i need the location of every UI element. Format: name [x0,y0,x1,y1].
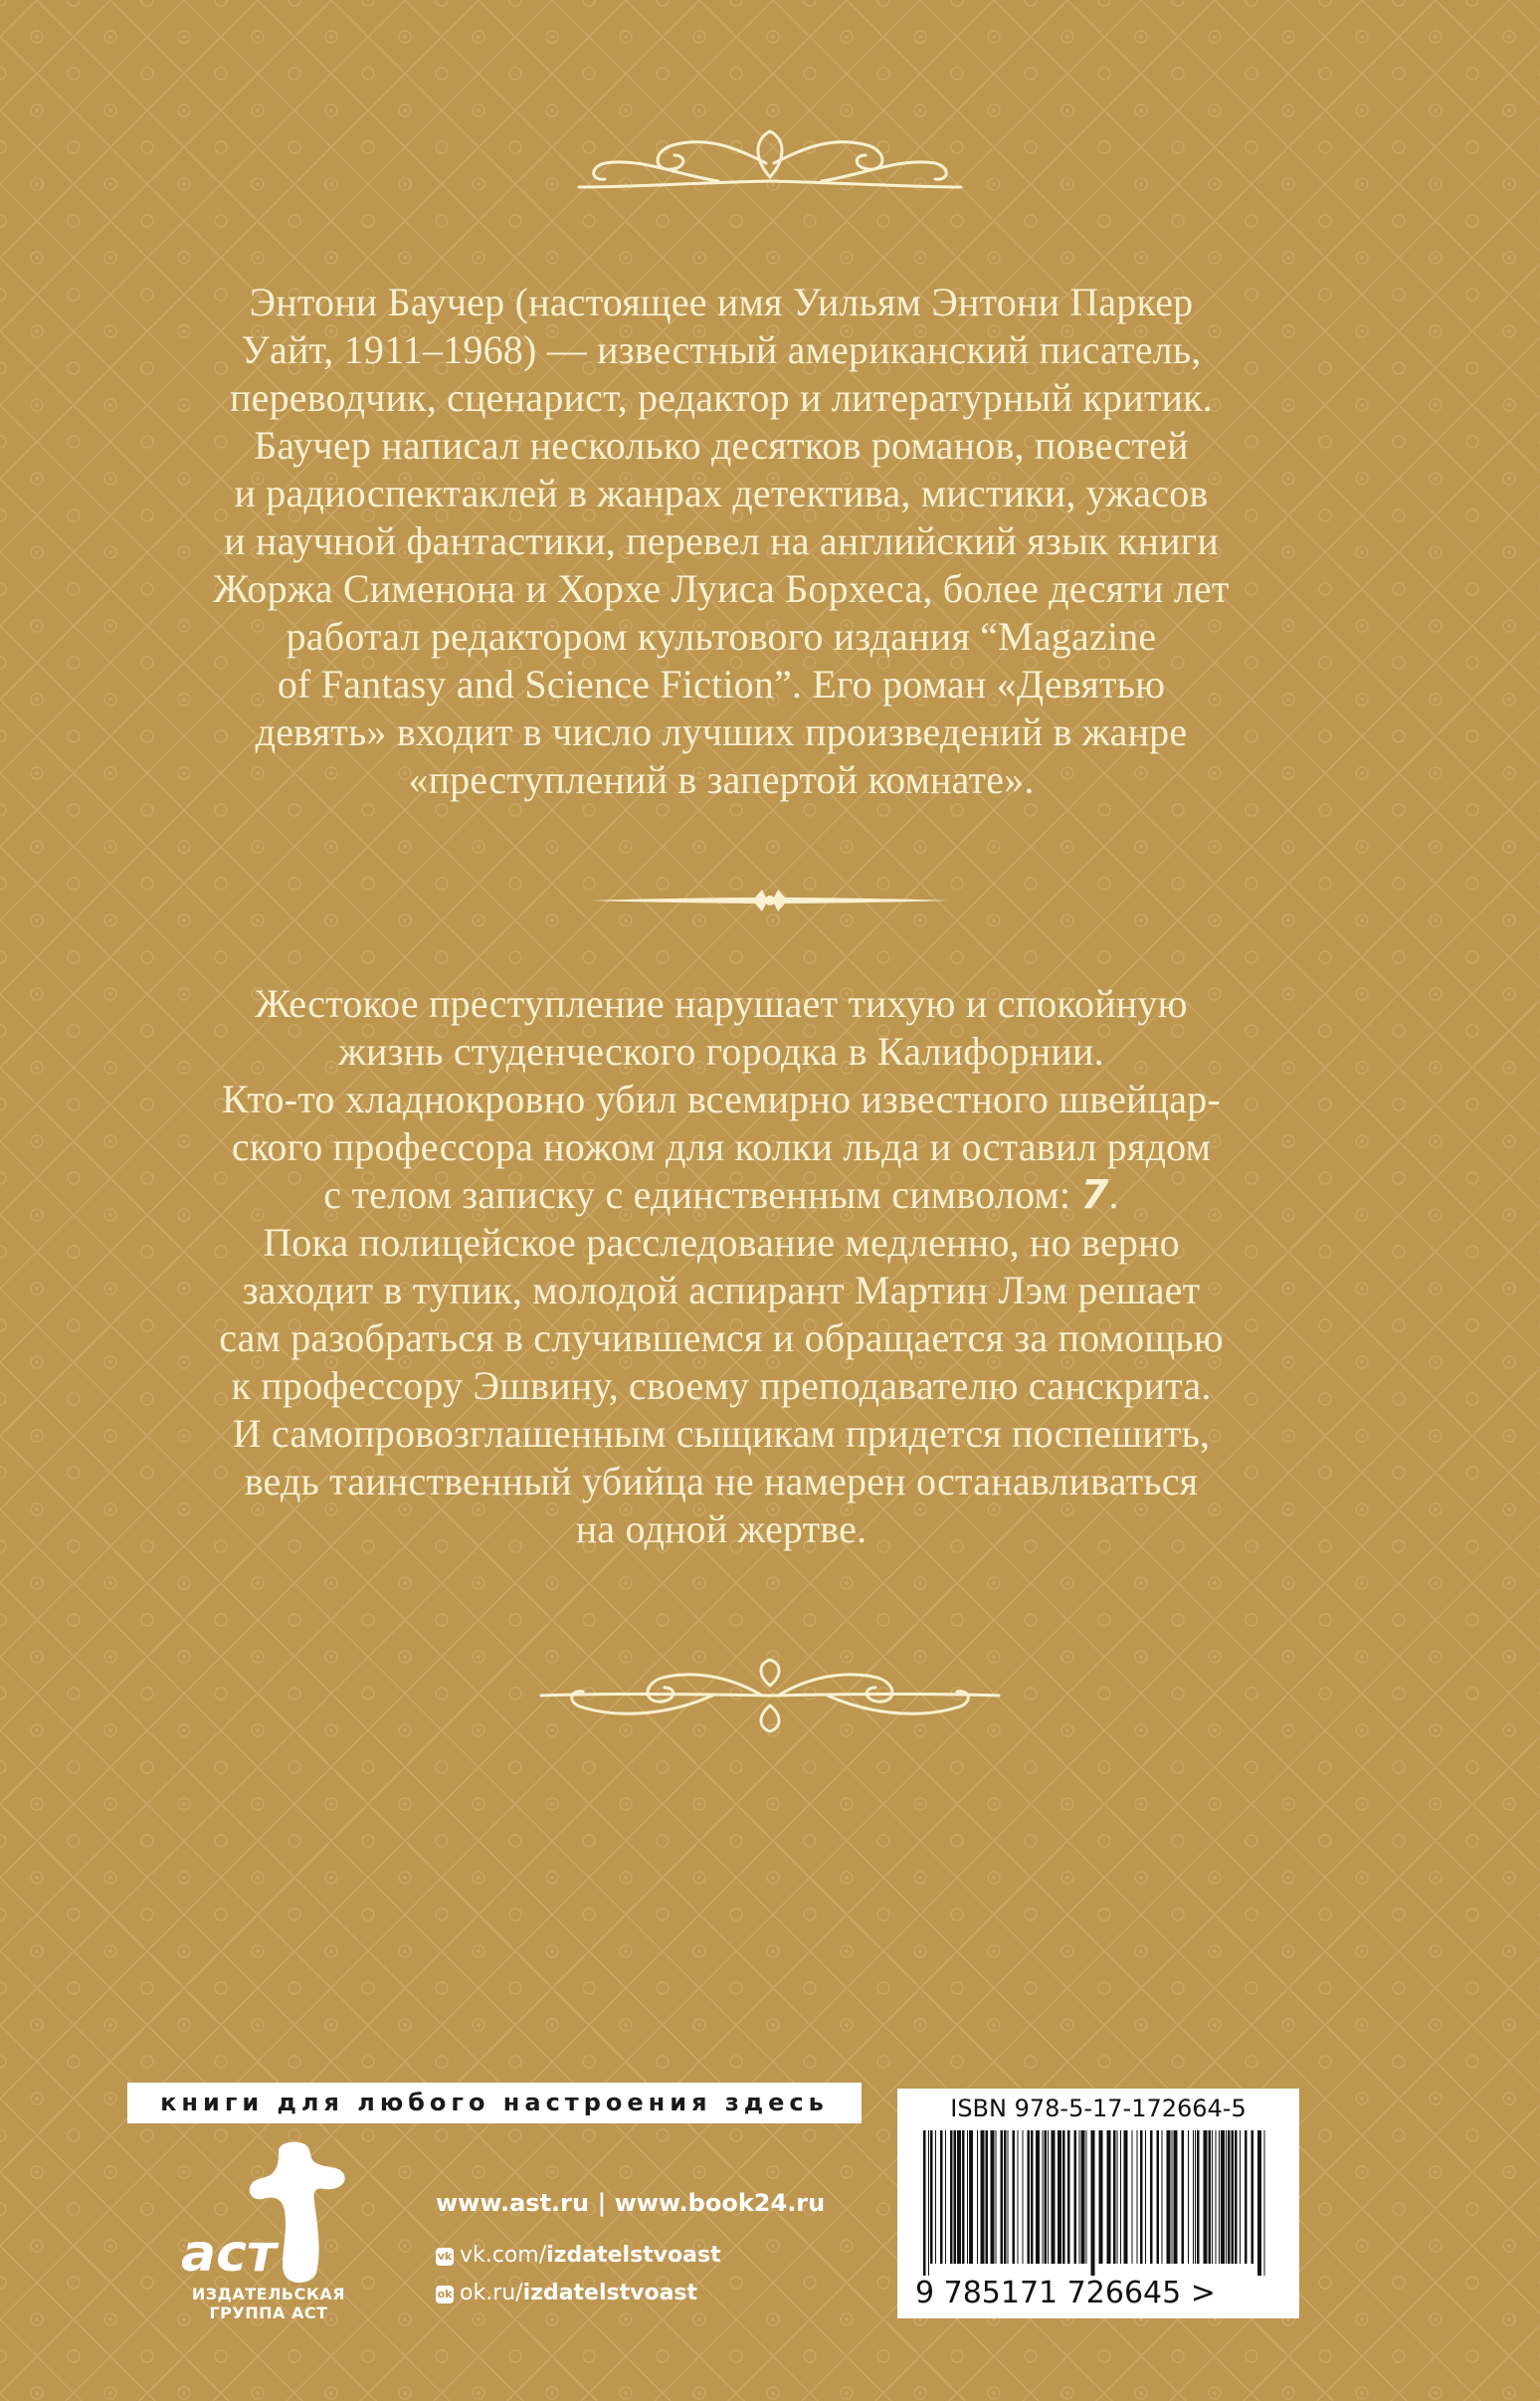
barcode-bar [1045,2130,1048,2264]
bio-line: работал редактором культового издания “Magazine [286,614,1157,659]
bio-line: и радиоспектаклей в жанрах детектива, мистики, ужасов [234,471,1209,515]
barcode-bar [1023,2130,1024,2264]
barcode-bar [1120,2130,1121,2264]
barcode-bar [1226,2130,1227,2264]
barcode-bar [1004,2130,1007,2264]
barcode-bar [969,2130,973,2264]
barcode-bar [1113,2130,1116,2264]
barcode-bar [1167,2130,1171,2264]
barcode-bar [1235,2130,1238,2264]
synopsis-line: Кто-то хладнокровно убил всемирно известного швейцар- [222,1077,1221,1121]
barcode-bar [1240,2130,1241,2264]
barcode-bar [981,2130,985,2264]
logo-text: аст [181,2224,278,2284]
barcode-bar [1195,2130,1196,2264]
symbol-line-suffix: . [1108,1172,1119,1217]
barcode-bar [1132,2130,1133,2264]
barcode-bar [954,2130,957,2264]
synopsis-line: заходит в тупик, молодой аспирант Мартин Лэм решает [242,1268,1201,1312]
website-links-row [436,2189,825,2217]
barcode-bar [1074,2130,1077,2264]
barcode-bar [986,2130,989,2264]
barcode-bar [991,2130,995,2264]
barcode-bar [945,2130,946,2264]
barcode-bar [996,2130,997,2264]
barcode-bar [1212,2130,1213,2264]
barcode-bar [1062,2130,1065,2264]
barcode-bar [935,2130,936,2264]
barcode-bar [1232,2130,1235,2264]
barcode-bar [1172,2130,1173,2264]
book24-site-link[interactable]: www.book24.ru [614,2189,826,2217]
barcode-bar [962,2130,965,2264]
ok-link-row[interactable] [436,2281,697,2305]
synopsis-line: Жестокое преступление нарушает тихую и спокойную [255,981,1188,1026]
barcode-bar [1150,2130,1153,2264]
barcode-bar [1188,2130,1189,2264]
barcode-bar [1058,2130,1061,2264]
barcode-bar [1174,2130,1178,2264]
barcode-bar [1219,2130,1220,2264]
bottom-flourish-ornament [533,1656,1007,1735]
link-separator: | [589,2189,615,2217]
barcode-bar [977,2130,978,2264]
barcode-bar [1031,2130,1034,2264]
barcode-bar [1221,2130,1225,2264]
middle-divider-ornament [591,886,949,915]
symbol-line-prefix: с телом записку с единственным символом: [323,1172,1081,1217]
ok-handle: izdatelstvoast [522,2281,698,2305]
vk-icon: vk [436,2248,454,2266]
barcode-bar [1117,2130,1118,2264]
synopsis-symbol-line [149,1171,1293,1219]
barcode-bar [923,2130,926,2276]
barcode-bar [1209,2130,1212,2264]
barcode-bar [1193,2130,1194,2264]
barcode-bar [1182,2130,1185,2264]
barcode-bar [1137,2130,1138,2264]
synopsis-line: к профессору Эшвину, своему преподавателю санскрита. [231,1363,1212,1408]
bio-line: Энтони Баучер (настоящее имя Уильям Энтони Паркер [249,280,1194,324]
barcode-bar [1257,2130,1261,2276]
barcode-digits: 9 785171 726645 > [915,2276,1216,2310]
bio-line: of Fantasy and Science Fiction”. Его роман «Девятью [277,662,1166,706]
barcode-bar [1145,2130,1146,2264]
synopsis-line: Пока полицейское расследование медленно, но верно [263,1220,1180,1265]
barcode-bar [1008,2130,1009,2264]
barcode-bar [1140,2130,1143,2264]
synopsis-line: И самопровозглашенным сыщикам придется поспешить, [232,1411,1211,1456]
synopsis [149,980,1293,1553]
tagline-banner: книги для любого настроения здесь [127,2083,862,2123]
bio-line: Баучер написал несколько десятков романов, повестей [254,423,1189,468]
synopsis-line: сам разобраться в случившемся и обращается за помощью [219,1315,1224,1360]
synopsis-line: ского профессора ножом для колки льда и оставил рядом [231,1124,1212,1169]
barcode-bar [928,2130,929,2276]
barcode-bar [1245,2130,1248,2264]
synopsis-line: ведь таинственный убийца не намерен останавливаться [244,1459,1199,1503]
synopsis-line: жизнь студенческого городка в Калифорнии. [338,1029,1104,1074]
isbn-barcode-panel [897,2089,1299,2318]
barcode-bar [1001,2130,1004,2264]
bio-line: Уайт, 1911–1968) — известный американский писатель, [241,327,1202,372]
vk-link-row[interactable] [436,2243,721,2268]
bio-line: Жоржа Сименона и Хорхе Луиса Борхеса, более десяти лет [213,566,1230,611]
barcode-bar [967,2130,968,2264]
barcode-bar [1107,2130,1111,2264]
publisher-name: ИЗДАТЕЛЬСКАЯ ГРУППА АСТ [191,2285,346,2322]
barcode-bar [957,2130,961,2264]
synopsis-line: на одной жертве. [575,1506,867,1551]
barcode-bar [950,2130,953,2264]
barcode-bar [930,2130,933,2264]
ok-icon: ok [436,2286,454,2303]
barcode-bar [1251,2130,1254,2264]
barcode-bar [1081,2130,1085,2264]
barcode-bar [1099,2130,1103,2264]
bio-line: девять» входит в число лучших произведений в жанре [255,709,1188,754]
barcode-bar [1228,2130,1231,2264]
barcode-bar [1048,2130,1049,2264]
vk-prefix: vk.com/ [460,2243,547,2268]
barcode-bar [1264,2130,1265,2276]
seven-symbol: 7 [1080,1172,1109,1218]
barcode-bar [1013,2130,1016,2264]
ast-logo [167,2139,366,2289]
barcode-bar [1204,2130,1208,2264]
barcode-bar [1216,2130,1217,2264]
bio-line: переводчик, сценарист, редактор и литературный критик. [230,375,1213,420]
bio-line: и научной фантастики, перевел на английский язык книги [224,518,1219,563]
barcode-bar [1067,2130,1070,2264]
isbn-label: ISBN 978-5-17-172664-5 [950,2095,1247,2122]
author-bio [149,279,1293,804]
barcode-bar [1028,2130,1031,2264]
barcode-bar [1197,2130,1200,2264]
barcode-bar [1079,2130,1080,2264]
barcode-bar [1036,2130,1040,2264]
barcode-bar [1162,2130,1163,2264]
barcode-bar [940,2130,943,2264]
barcode-bar [1052,2130,1056,2264]
barcode-bar [1157,2130,1160,2264]
vk-handle: izdatelstvoast [546,2243,721,2268]
bio-line: «преступлений в запертой комнате». [408,757,1035,802]
barcode-bar [1124,2130,1128,2264]
ast-site-link[interactable]: www.ast.ru [436,2189,590,2217]
barcode [917,2130,1279,2276]
ok-prefix: ok.ru/ [460,2281,523,2305]
barcode-bar [1018,2130,1019,2264]
barcode-bar [1043,2130,1044,2264]
barcode-bar [1086,2130,1087,2264]
top-flourish-ornament [569,119,971,199]
barcode-bar [1091,2130,1095,2276]
